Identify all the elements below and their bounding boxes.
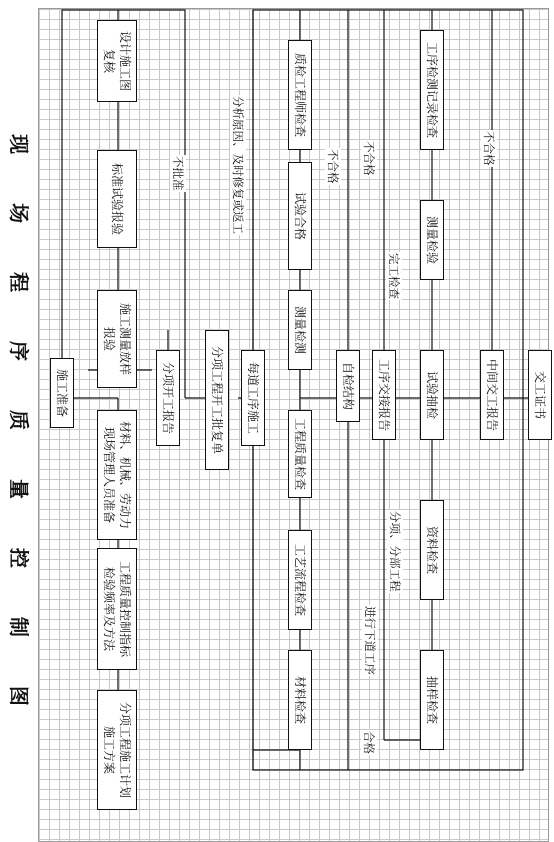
box-document-check: 资料检查 <box>420 500 444 600</box>
label-complete-check: 完工检查 <box>387 253 401 299</box>
label-fail-1: 不合格 <box>326 149 340 184</box>
box-survey-check: 测量检验 <box>420 200 444 280</box>
box-materials: 材料、机械、劳动力 现场管理人员准备 <box>97 410 137 540</box>
box-quality-index: 工程质量控制指标 检验频率及方法 <box>97 548 137 670</box>
box-test-pass: 试验合格 <box>288 162 312 270</box>
box-standard-test: 标准试验报验 <box>97 150 137 248</box>
box-survey-report: 施工测量放样 报验 <box>97 290 137 388</box>
box-sub-plan: 分项工程施工计划 施工方案 <box>97 690 137 810</box>
box-design-review: 设计施工图 复核 <box>97 20 137 102</box>
box-certificate: 交工证书 <box>528 350 552 440</box>
box-start-report: 分项开工报告 <box>156 350 180 446</box>
page-title: 现 场 程 序 质 量 控 制 图 <box>6 133 31 727</box>
box-self-check: 自检结构 <box>336 350 360 422</box>
box-each-process: 每道工序施工 <box>241 350 265 446</box>
box-start-approval: 分项工程开工批复单 <box>205 330 229 470</box>
box-quality-check: 工程质量检查 <box>288 410 312 498</box>
box-interim-report: 中间交工报告 <box>480 350 504 440</box>
box-measure: 测量检测 <box>288 290 312 370</box>
box-record-check: 工序检测记录检查 <box>420 30 444 150</box>
box-prep: 施工准备 <box>50 358 74 428</box>
label-sub-items: 分项、分部工程 <box>388 511 402 592</box>
box-handover: 工序交接报告 <box>372 350 396 440</box>
box-qc-engineer: 质检工程师检查 <box>288 40 312 150</box>
label-fail-2: 不合格 <box>362 141 376 176</box>
box-process-check: 工艺流程检查 <box>288 530 312 630</box>
label-fail-3: 不合格 <box>482 131 496 166</box>
label-next-process: 进行下道工序 <box>363 606 377 675</box>
box-test-sampling: 试验抽检 <box>420 350 444 440</box>
label-pass: 合格 <box>362 731 376 754</box>
label-not-approved: 不批准 <box>171 156 185 191</box>
label-analyze: 分析原因、及时修复或返工 <box>231 96 245 234</box>
box-sampling: 抽样检查 <box>420 650 444 750</box>
box-material-check: 材料检查 <box>288 650 312 750</box>
